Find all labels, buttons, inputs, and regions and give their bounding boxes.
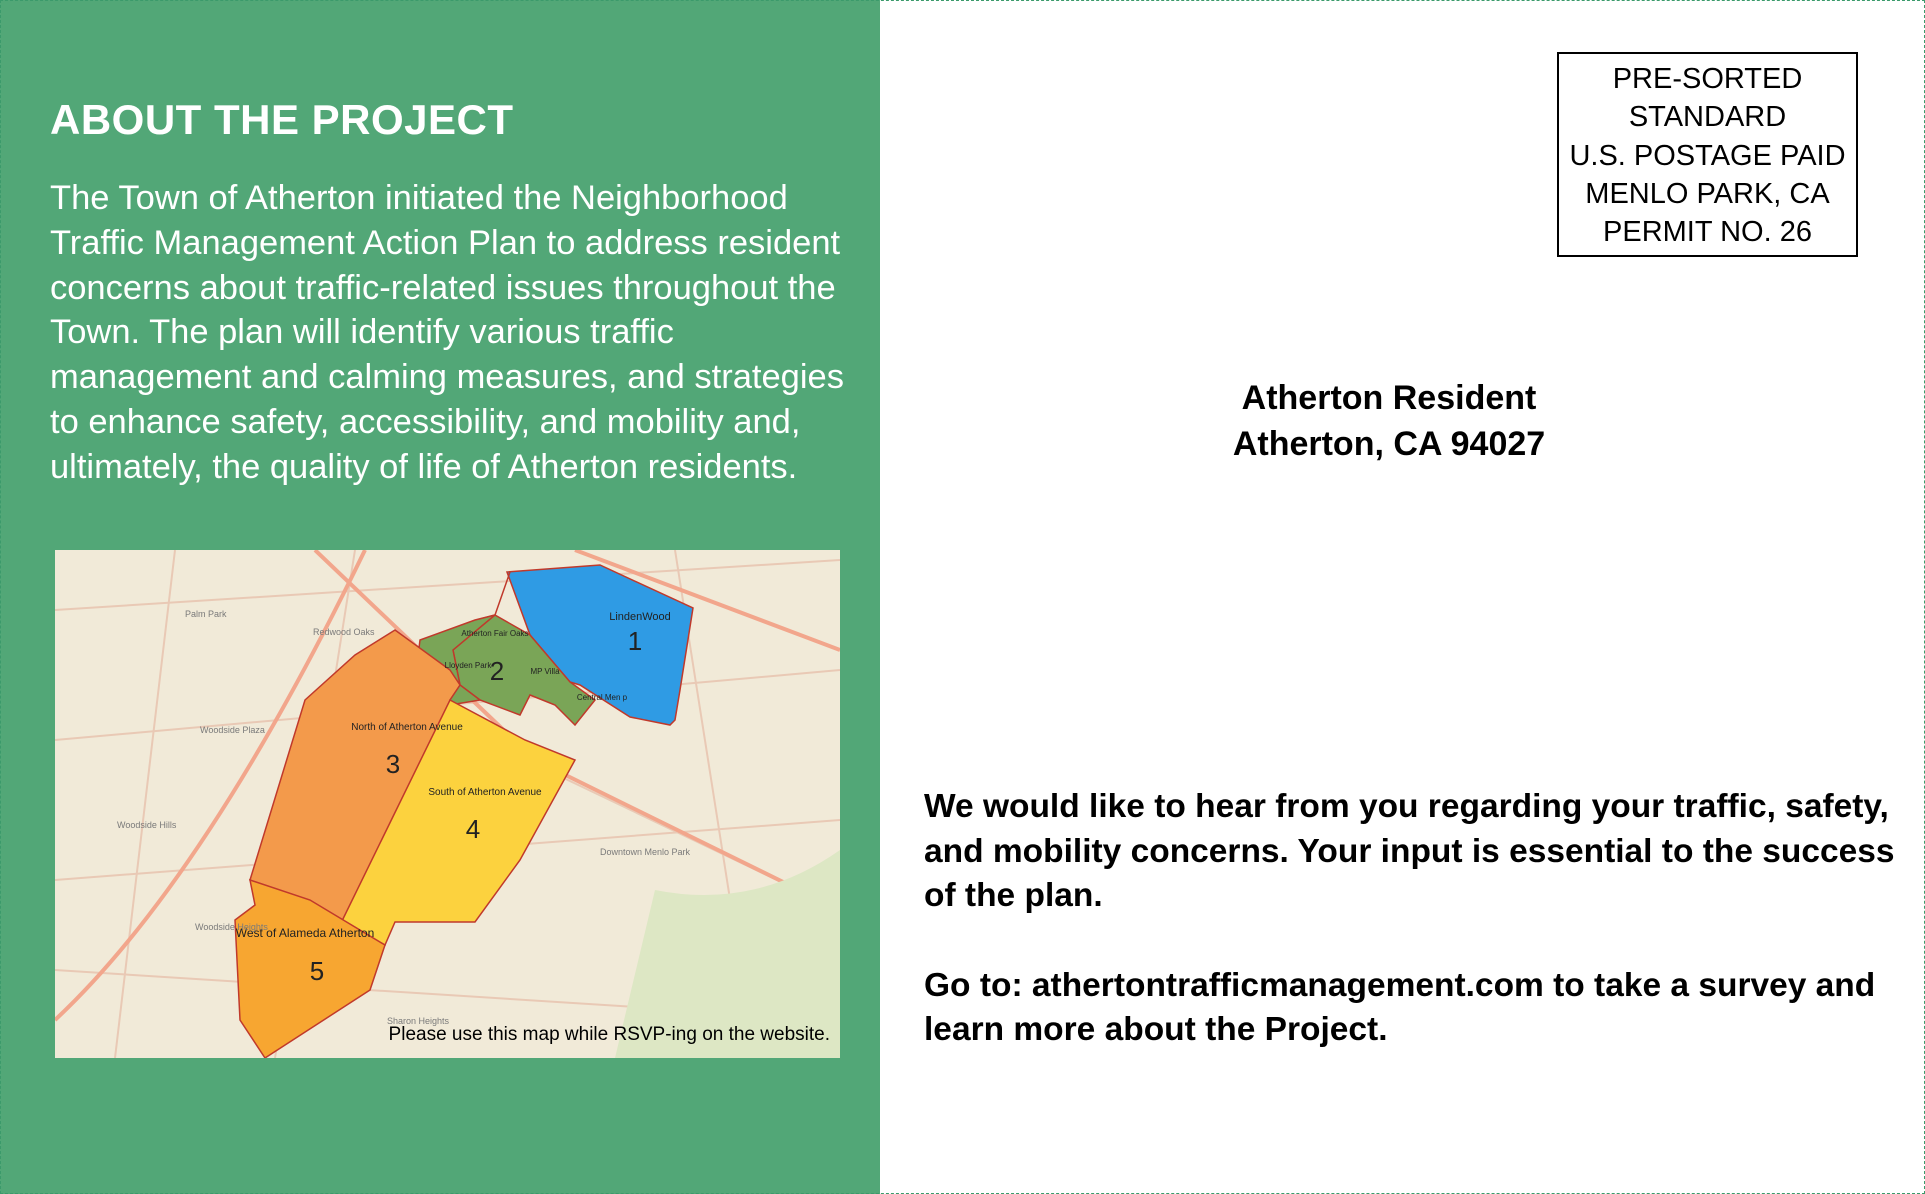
- about-title: ABOUT THE PROJECT: [50, 96, 514, 143]
- place-label: Woodside Hills: [117, 820, 177, 830]
- indicia-line: STANDARD: [1628, 101, 1787, 134]
- postage-indicia: [1557, 52, 1858, 257]
- indicia-line: MENLO PARK, CA: [1585, 177, 1830, 210]
- recipient-address: [1130, 375, 1648, 467]
- area-2-label-fair-oaks: Atherton Fair Oaks: [461, 629, 529, 638]
- area-2-label-central: Central Men p: [576, 693, 628, 702]
- place-label: Sharon Heights: [387, 1016, 450, 1026]
- map-caption: Please use this map while RSVP-ing on the website.: [388, 1024, 830, 1045]
- place-label: Downtown Menlo Park: [600, 847, 691, 857]
- area-3-number: 3: [385, 749, 401, 779]
- place-label: Woodside Heights: [195, 922, 268, 932]
- project-area-map: [55, 550, 840, 1058]
- area-2-label-lloyden: Lloyden Park: [444, 661, 492, 670]
- area-5-name: West of Alameda Atherton: [235, 926, 375, 940]
- place-label: Palm Park: [185, 609, 227, 619]
- place-label: Redwood Oaks: [313, 627, 375, 637]
- place-label: Woodside Plaza: [200, 725, 265, 735]
- about-body: The Town of Atherton initiated the Neighborhood Traffic Management Action Plan to address resident concerns about traffic-related issues throughout the Town. The plan will identify various traffic management and calming measures, and strategies to enhance safety, accessibility, and mobility and, ultimately, the quality of life of Atherton residents.: [50, 179, 844, 486]
- area-4-name: South of Atherton Avenue: [428, 787, 542, 798]
- address-line-1: Atherton Resident: [1241, 379, 1537, 417]
- area-3-name: North of Atherton Avenue: [351, 722, 463, 733]
- area-4-number: 4: [465, 814, 481, 844]
- area-5-number: 5: [309, 956, 325, 986]
- area-1-name: LindenWood: [609, 611, 671, 623]
- address-line-2: Atherton, CA 94027: [1232, 425, 1546, 463]
- area-2-label-mp-villa: MP Villa: [530, 667, 560, 676]
- indicia-line: PRE-SORTED: [1612, 63, 1803, 95]
- about-panel: [0, 0, 880, 1194]
- indicia-line: PERMIT NO. 26: [1603, 216, 1812, 249]
- message-paragraph-1: We would like to hear from you regarding your traffic, safety, and mobility concerns. Your input is essential to the success of the plan.: [924, 788, 1895, 914]
- survey-message: [924, 785, 1909, 1053]
- map-graphic: [55, 550, 840, 1058]
- area-2-number: 2: [489, 656, 505, 686]
- message-paragraph-2: Go to: athertontrafficmanagement.com to take a survey and learn more about the Project.: [924, 966, 1876, 1048]
- indicia-line: U.S. POSTAGE PAID: [1569, 139, 1846, 172]
- area-1-number: 1: [627, 626, 643, 656]
